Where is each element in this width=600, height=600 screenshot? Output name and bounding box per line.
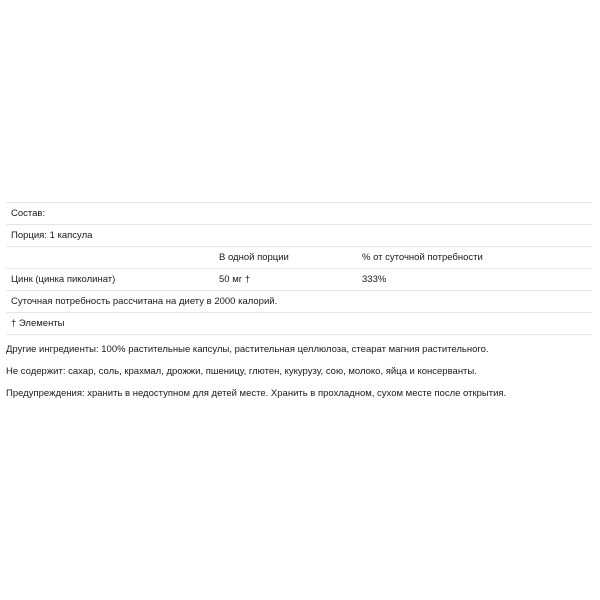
table-header-row bbox=[6, 247, 592, 269]
table-row bbox=[6, 269, 592, 291]
other-ingredients: Другие ингредиенты: 100% растительные капсулы, растительная целлюлоза, стеарат магния растительного. bbox=[6, 344, 489, 355]
serving-size-row bbox=[6, 225, 592, 247]
dagger-note-row bbox=[6, 313, 592, 335]
nutrient-amount: 50 мг † bbox=[219, 274, 251, 285]
warnings: Предупреждения: хранить в недоступном для детей месте. Хранить в прохладном, сухом месте после открытия. bbox=[6, 388, 507, 399]
daily-value-header: % от суточной потребности bbox=[362, 252, 483, 263]
table-title: Состав: bbox=[11, 208, 46, 219]
nutrient-daily-value: 333% bbox=[362, 274, 387, 285]
supplement-facts-table bbox=[6, 202, 592, 335]
nutrient-name: Цинк (цинка пиколинат) bbox=[11, 274, 116, 285]
amount-header: В одной порции bbox=[219, 252, 289, 263]
product-notes bbox=[6, 339, 594, 405]
free-of-list: Не содержит: сахар, соль, крахмал, дрожжи, пшеницу, глютен, кукурузу, сою, молоко, яйца и консерванты. bbox=[6, 366, 477, 377]
daily-value-footnote: Суточная потребность рассчитана на диету в 2000 калорий. bbox=[11, 296, 278, 307]
table-title-row bbox=[6, 203, 592, 225]
dagger-footnote: † Элементы bbox=[11, 318, 65, 329]
serving-size: Порция: 1 капсула bbox=[11, 230, 93, 241]
footnote-row bbox=[6, 291, 592, 313]
